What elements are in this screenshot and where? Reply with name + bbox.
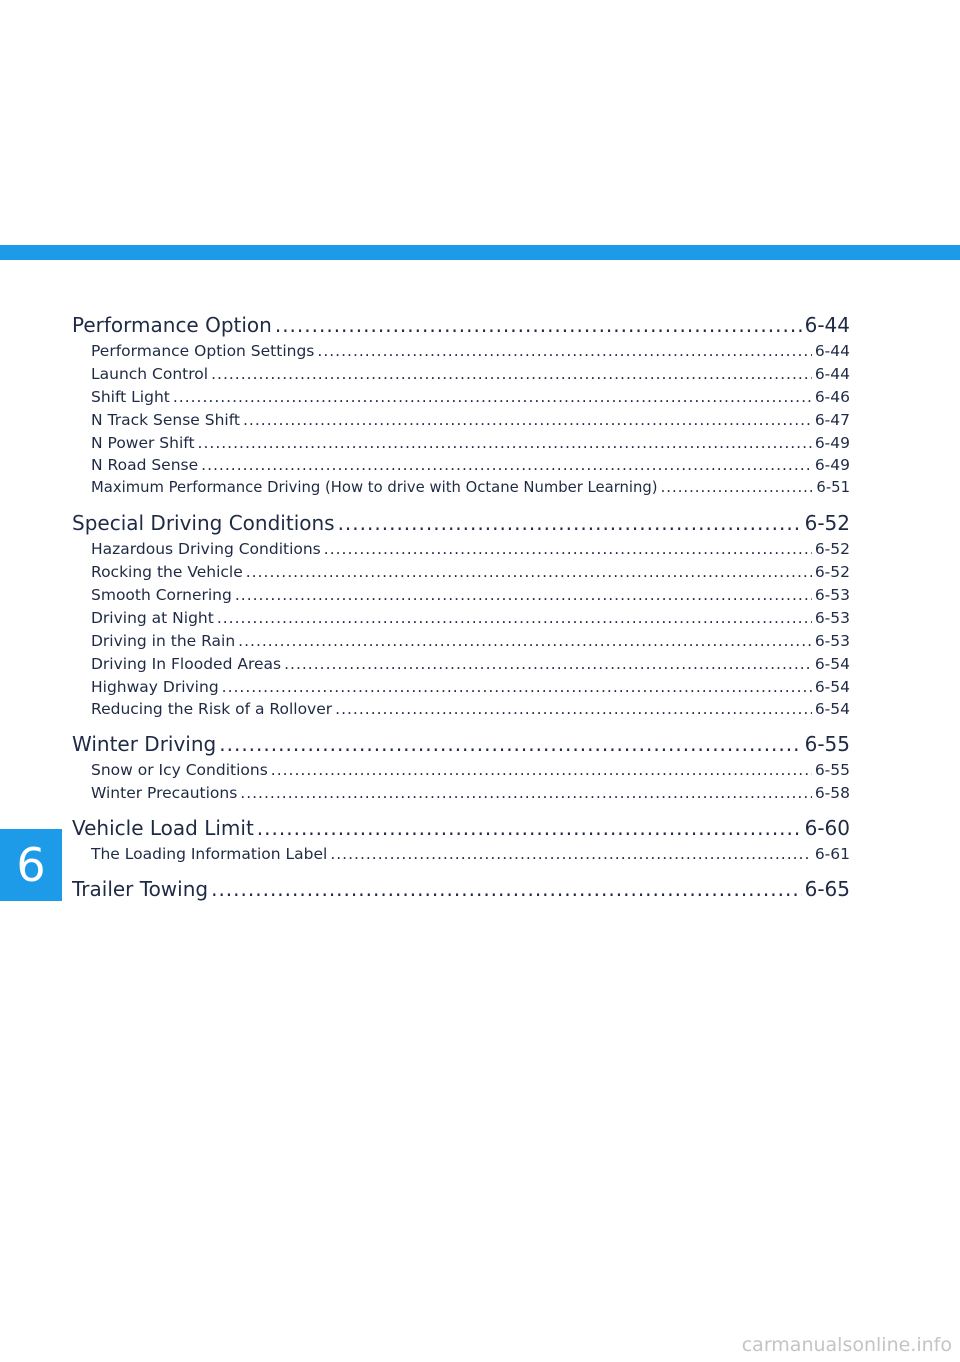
- dot-leader: [661, 477, 814, 500]
- toc-entry[interactable]: [72, 607, 850, 630]
- toc-page-number: 6-44: [814, 342, 850, 360]
- table-of-contents: [72, 311, 850, 904]
- toc-entry[interactable]: [72, 340, 850, 363]
- toc-entry[interactable]: [72, 676, 850, 699]
- dot-leader: [338, 509, 802, 538]
- dot-leader: [284, 653, 812, 676]
- dot-leader: [211, 875, 802, 904]
- toc-entry-title: N Road Sense: [91, 456, 199, 475]
- watermark: carmanualsonline.info: [741, 1334, 952, 1356]
- toc-page-number: 6-51: [816, 479, 850, 497]
- toc-entry-title: Driving In Flooded Areas: [91, 654, 282, 673]
- toc-entry-title: N Track Sense Shift: [91, 410, 240, 429]
- toc-entry-title: The Loading Information Label: [91, 845, 328, 864]
- dot-leader: [219, 730, 801, 759]
- toc-page-number: 6-52: [814, 540, 850, 559]
- dot-leader: [246, 561, 812, 584]
- toc-page-number: 6-44: [804, 313, 850, 337]
- toc-entry-title: Snow or Icy Conditions: [91, 761, 268, 780]
- dot-leader: [330, 843, 812, 866]
- toc-section-vehicle-load-limit[interactable]: [72, 814, 850, 843]
- toc-entry-title: Launch Control: [91, 364, 209, 383]
- dot-leader: [240, 782, 812, 805]
- toc-page-number: 6-54: [814, 700, 850, 719]
- toc-entry[interactable]: [72, 538, 850, 561]
- toc-page-number: 6-46: [814, 387, 850, 406]
- toc-entry[interactable]: [72, 843, 850, 866]
- toc-page-number: 6-61: [814, 845, 850, 864]
- toc-entry-title: Driving in the Rain: [91, 631, 236, 650]
- dot-leader: [211, 363, 812, 386]
- toc-entry-title: Highway Driving: [91, 677, 219, 696]
- toc-page-number: 6-58: [814, 784, 850, 803]
- chapter-tab: [0, 829, 62, 901]
- toc-page-number: 6-52: [804, 511, 850, 536]
- toc-entry[interactable]: [72, 584, 850, 607]
- toc-section-title: Winter Driving: [72, 732, 217, 757]
- toc-page-number: 6-65: [804, 877, 850, 902]
- toc-entry[interactable]: [72, 782, 850, 805]
- toc-section-performance-option[interactable]: [72, 311, 850, 340]
- toc-section-special-driving-conditions[interactable]: [72, 509, 850, 538]
- toc-entry-title: Rocking the Vehicle: [91, 563, 243, 582]
- toc-entry[interactable]: [72, 630, 850, 653]
- toc-entry-title: Shift Light: [91, 387, 170, 406]
- toc-entry[interactable]: [72, 698, 850, 721]
- dot-leader: [173, 386, 812, 409]
- toc-page-number: 6-60: [804, 816, 850, 841]
- dot-leader: [243, 409, 812, 432]
- toc-page-number: 6-55: [814, 761, 850, 780]
- dot-leader: [275, 311, 802, 340]
- toc-entry[interactable]: [72, 653, 850, 676]
- toc-page-number: 6-54: [814, 654, 850, 673]
- dot-leader: [335, 698, 812, 721]
- toc-page-number: 6-53: [814, 631, 850, 650]
- toc-entry-title: Smooth Cornering: [91, 586, 232, 605]
- dot-leader: [222, 676, 812, 699]
- dot-leader: [217, 607, 812, 630]
- toc-page-number: 6-49: [814, 456, 850, 475]
- toc-entry-title: Winter Precautions: [91, 784, 238, 803]
- toc-page-number: 6-52: [814, 563, 850, 582]
- toc-entry[interactable]: [72, 386, 850, 409]
- header-accent-bar: [0, 245, 960, 260]
- toc-section-trailer-towing[interactable]: [72, 875, 850, 904]
- toc-entry[interactable]: [72, 477, 850, 500]
- toc-entry[interactable]: [72, 759, 850, 782]
- toc-section-title: Trailer Towing: [72, 877, 209, 902]
- toc-section-title: Special Driving Conditions: [72, 511, 335, 536]
- toc-entry-title: Reducing the Risk of a Rollover: [91, 700, 333, 719]
- toc-entry[interactable]: [72, 561, 850, 584]
- dot-leader: [198, 432, 812, 455]
- toc-entry-title: Hazardous Driving Conditions: [91, 540, 321, 559]
- toc-page-number: 6-44: [814, 364, 850, 383]
- toc-entry-title: Driving at Night: [91, 608, 214, 627]
- toc-section-title: Performance Option: [72, 313, 272, 337]
- chapter-number: 6: [16, 838, 46, 892]
- toc-page-number: 6-54: [814, 677, 850, 696]
- toc-page-number: 6-49: [814, 433, 850, 452]
- toc-section-title: Vehicle Load Limit: [72, 816, 254, 841]
- toc-page-number: 6-55: [804, 732, 850, 757]
- toc-page-number: 6-53: [814, 586, 850, 605]
- toc-entry[interactable]: [72, 363, 850, 386]
- dot-leader: [324, 538, 812, 561]
- dot-leader: [201, 454, 812, 477]
- toc-section-winter-driving[interactable]: [72, 730, 850, 759]
- dot-leader: [235, 584, 812, 607]
- dot-leader: [271, 759, 812, 782]
- toc-page-number: 6-53: [814, 608, 850, 627]
- dot-leader: [257, 814, 802, 843]
- dot-leader: [238, 630, 812, 653]
- toc-entry[interactable]: [72, 432, 850, 455]
- toc-entry[interactable]: [72, 409, 850, 432]
- toc-entry[interactable]: [72, 454, 850, 477]
- toc-entry-title: Performance Option Settings: [91, 342, 315, 360]
- dot-leader: [317, 340, 811, 363]
- toc-page-number: 6-47: [814, 410, 850, 429]
- toc-entry-title: N Power Shift: [91, 433, 195, 452]
- toc-entry-title: Maximum Performance Driving (How to drive with Octane Number Learning): [91, 479, 658, 497]
